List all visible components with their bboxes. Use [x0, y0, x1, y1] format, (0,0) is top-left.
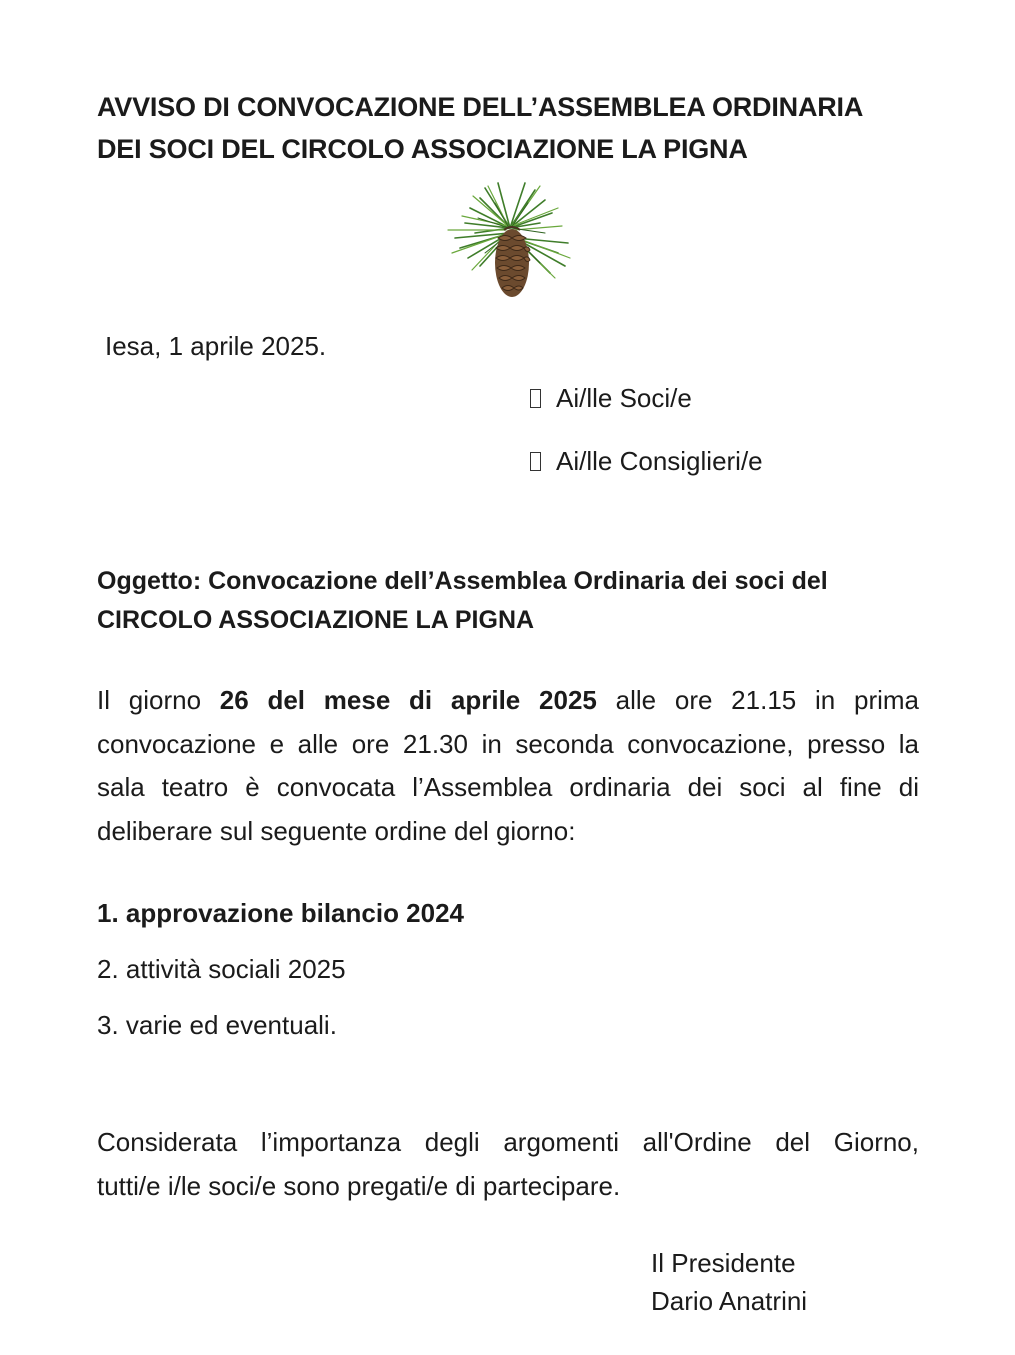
title-line-2: DEI SOCI DEL CIRCOLO ASSOCIAZIONE LA PIGNA — [97, 134, 748, 164]
body-line-3: sala teatro è convocata l’Assemblea ordinaria dei soci al fine di — [97, 772, 919, 802]
pinecone-icon — [440, 178, 575, 303]
checkbox-icon — [530, 389, 541, 408]
recipient-label: Ai/lle Soci/e — [556, 382, 692, 413]
body-line-2: convocazione e alle ore 21.30 in seconda convocazione, presso la — [97, 728, 919, 759]
body-line-4: deliberare sul seguente ordine del giorno: — [97, 815, 576, 846]
recipients-list — [530, 380, 763, 506]
agenda-item: 1. approvazione bilancio 2024 — [97, 898, 465, 928]
closing-line-1: Considerata l’importanza degli argomenti all'Ordine del Giorno, — [97, 1127, 919, 1157]
signature-block — [651, 1244, 807, 1320]
checkbox-icon — [530, 452, 541, 471]
body-line-1 — [97, 679, 919, 723]
recipient-soci — [530, 380, 763, 416]
agenda-item: 3. varie ed eventuali. — [97, 1010, 337, 1040]
recipient-label: Ai/lle Consiglieri/e — [556, 445, 763, 476]
closing-paragraph — [97, 1121, 919, 1208]
subject-heading — [97, 562, 937, 640]
subject-line-2: CIRCOLO ASSOCIAZIONE LA PIGNA — [97, 606, 535, 634]
signature-role: Il Presidente — [651, 1248, 796, 1278]
body-line-1-rest: alle ore 21.15 in prima — [596, 685, 920, 715]
signature-name: Dario Anatrini — [651, 1286, 808, 1316]
meeting-date: 26 del mese di aprile 2025 — [219, 685, 597, 715]
place-and-date: Iesa, 1 aprile 2025. — [105, 331, 327, 361]
document-title — [97, 86, 937, 170]
subject-line-1: Oggetto: Convocazione dell’Assemblea Ordinaria dei soci del — [97, 567, 828, 595]
closing-line-2: tutti/e i/le soci/e sono pregati/e di partecipare. — [97, 1170, 621, 1201]
agenda-item: 2. attività sociali 2025 — [97, 954, 346, 984]
body-paragraph — [97, 679, 919, 853]
body-intro: Il giorno — [97, 685, 220, 715]
agenda-list — [97, 895, 464, 1063]
title-line-1: AVVISO DI CONVOCAZIONE DELL’ASSEMBLEA ORDINARIA — [97, 92, 864, 122]
recipient-consiglieri — [530, 443, 763, 479]
